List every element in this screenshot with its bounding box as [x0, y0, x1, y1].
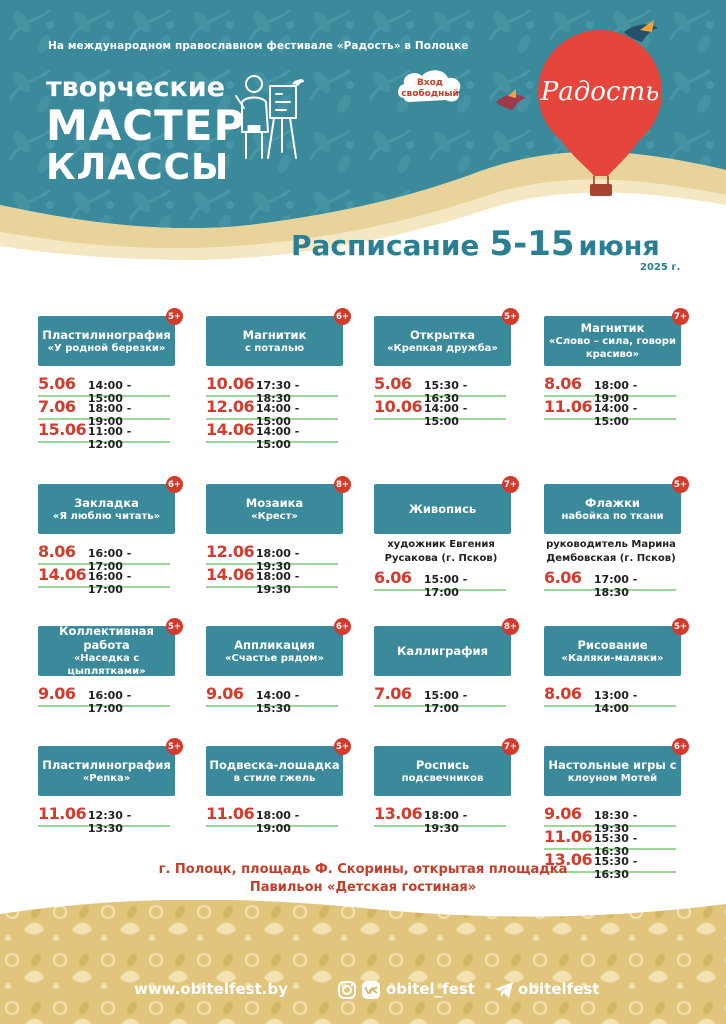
session-date: 13.06 — [374, 804, 423, 823]
age-badge: 6+ — [672, 738, 689, 755]
session-date: 9.06 — [544, 804, 582, 823]
schedule-dates: 5-15 — [489, 224, 575, 264]
class-card — [544, 479, 689, 599]
class-title-box — [206, 621, 350, 676]
class-name: Аппликация — [234, 637, 315, 652]
class-card — [374, 621, 519, 715]
class-card — [206, 311, 351, 451]
session-row — [374, 568, 506, 599]
session-time: 13:00 - 14:00 — [593, 689, 638, 715]
balloon-icon — [528, 18, 678, 198]
social-handle[interactable]: obitel_fest — [386, 980, 475, 998]
class-title-box — [374, 621, 518, 676]
session-row — [374, 374, 506, 405]
session-date: 10.06 — [206, 374, 255, 393]
session-row — [38, 684, 170, 715]
class-instructor-note: художник Евгения Русакова (г. Псков) — [384, 539, 498, 564]
class-name: Коллективная работа — [59, 624, 154, 652]
class-name: Пластилинография — [42, 327, 171, 342]
session-time: 18:00 - 19:30 — [423, 809, 468, 835]
session-date: 11.06 — [544, 827, 593, 846]
class-title-box — [38, 741, 182, 796]
age-badge: 8+ — [502, 618, 519, 635]
title-line-1: творческие — [46, 72, 226, 103]
session-list — [38, 374, 183, 451]
session-row — [544, 684, 676, 715]
session-row — [38, 542, 170, 573]
class-card — [206, 621, 351, 715]
session-date: 14.06 — [206, 420, 255, 439]
schedule-heading — [291, 224, 691, 264]
session-time: 17:30 - 18:30 — [255, 379, 300, 405]
festival-subtitle: На международном православном фестивале «Радость» в Полоцке — [48, 40, 469, 52]
age-badge: 7+ — [502, 738, 519, 755]
title-line-2: МАСТЕР- — [46, 101, 264, 150]
class-title-box — [544, 741, 688, 796]
class-card — [544, 311, 689, 428]
free-entry-badge — [396, 68, 464, 104]
session-date: 15.06 — [38, 420, 87, 439]
session-row — [206, 804, 338, 835]
session-list — [374, 568, 519, 599]
class-subname: в стиле гжель — [233, 772, 316, 784]
class-title-box — [38, 311, 182, 366]
session-date: 6.06 — [544, 568, 582, 587]
session-time: 18:00 - 19:00 — [87, 402, 132, 428]
class-name: Закладка — [74, 495, 139, 510]
class-title-box — [544, 621, 688, 676]
class-subname: подсвечников — [401, 772, 484, 784]
session-time: 15:30 - 16:30 — [593, 855, 638, 881]
session-list — [544, 568, 689, 599]
session-row — [38, 374, 170, 405]
class-name: Мозаика — [245, 495, 304, 510]
session-list — [38, 684, 183, 715]
class-card — [544, 621, 689, 715]
age-badge: 5+ — [672, 618, 689, 635]
session-date: 6.06 — [374, 568, 412, 587]
class-subname: «Каляки-маляки» — [561, 652, 664, 664]
festival-logo-text: Радость — [540, 77, 660, 107]
entry-line-2: свободный — [401, 89, 459, 99]
session-time: 14:00 - 15:30 — [255, 689, 300, 715]
session-time: 16:00 - 17:00 — [87, 547, 132, 573]
session-date: 11.06 — [206, 804, 255, 823]
session-row — [544, 374, 676, 405]
class-name: Магнитик — [242, 327, 307, 342]
class-title-box — [206, 479, 350, 534]
footer-background — [0, 900, 726, 1024]
age-badge: 6+ — [166, 476, 183, 493]
session-date: 11.06 — [38, 804, 87, 823]
class-name: Подвеска-лошадка — [209, 757, 340, 772]
session-list — [374, 804, 519, 835]
session-date: 9.06 — [38, 684, 76, 703]
class-card — [206, 741, 351, 835]
session-time: 14:00 - 15:00 — [87, 379, 132, 405]
schedule-month: июня — [578, 231, 660, 262]
vk-icon[interactable] — [361, 980, 381, 1000]
age-badge: 7+ — [672, 308, 689, 325]
session-date: 5.06 — [374, 374, 412, 393]
session-time: 18:00 - 19:00 — [255, 809, 300, 835]
class-title-box — [544, 479, 688, 534]
class-name: Роспись — [415, 757, 470, 772]
age-badge: 6+ — [334, 308, 351, 325]
session-date: 10.06 — [374, 397, 423, 416]
session-time: 11:00 - 12:00 — [87, 425, 132, 451]
telegram-handle[interactable]: obitelfest — [518, 980, 600, 998]
session-date: 8.06 — [544, 374, 582, 393]
session-date: 14.06 — [38, 565, 87, 584]
session-time: 14:00 - 15:00 — [593, 402, 638, 428]
age-badge: 5+ — [166, 618, 183, 635]
class-card — [38, 621, 183, 715]
class-subname: «Я люблю читать» — [52, 510, 161, 522]
session-list — [544, 374, 689, 428]
session-date: 5.06 — [38, 374, 76, 393]
session-row — [206, 542, 338, 573]
session-row — [544, 568, 676, 599]
session-row — [38, 804, 170, 835]
session-time: 12:30 - 13:30 — [87, 809, 132, 835]
telegram-icon[interactable] — [494, 981, 514, 999]
instagram-icon[interactable] — [337, 980, 357, 1000]
session-list — [38, 542, 183, 596]
class-subname: с поталью — [244, 342, 305, 354]
session-list — [206, 684, 351, 715]
class-title-box — [374, 311, 518, 366]
session-time: 16:00 - 17:00 — [87, 570, 132, 596]
session-date: 12.06 — [206, 397, 255, 416]
class-name: Открытка — [409, 327, 476, 342]
session-date: 14.06 — [206, 565, 255, 584]
session-row — [374, 684, 506, 715]
class-card — [374, 479, 519, 599]
session-time: 16:00 - 17:00 — [87, 689, 132, 715]
website-link[interactable]: www.obitelfest.by — [134, 980, 288, 998]
class-title-box — [544, 311, 688, 366]
class-name: Рисование — [577, 637, 648, 652]
session-list — [38, 804, 183, 835]
age-badge: 8+ — [334, 476, 351, 493]
class-subname: «Счастье рядом» — [225, 652, 324, 664]
entry-line-1: Вход — [416, 78, 444, 88]
class-title-box — [206, 741, 350, 796]
age-badge: 5+ — [166, 738, 183, 755]
class-subname: «Слово – сила, говори красиво» — [549, 336, 676, 360]
session-list — [544, 684, 689, 715]
age-badge: 5+ — [672, 476, 689, 493]
class-name: Магнитик — [580, 321, 645, 335]
location-line-1: г. Полоцк, площадь Ф. Скорины, открытая площадка — [158, 862, 568, 877]
class-title-box — [374, 741, 518, 796]
session-list — [206, 804, 351, 835]
session-time: 14:00 - 15:00 — [255, 402, 300, 428]
session-row — [206, 684, 338, 715]
session-time: 15:30 - 16:30 — [593, 832, 638, 858]
bird-icon — [494, 88, 528, 114]
session-date: 9.06 — [206, 684, 244, 703]
age-badge: 7+ — [502, 476, 519, 493]
session-time: 14:00 - 15:00 — [255, 425, 300, 451]
class-title-box — [206, 311, 350, 366]
class-title-box — [38, 621, 182, 677]
class-name: Флажки — [585, 495, 640, 510]
session-row — [374, 804, 506, 835]
location-line-2: Павильон «Детская гостиная» — [249, 880, 477, 895]
class-subname: «У родной березки» — [47, 342, 166, 354]
artist-easel-icon — [232, 72, 304, 164]
session-date: 12.06 — [206, 542, 255, 561]
session-time: 14:00 - 15:00 — [423, 402, 468, 428]
session-date: 8.06 — [544, 684, 582, 703]
class-subname: «Репка» — [82, 772, 131, 784]
class-card — [544, 741, 689, 881]
age-badge: 5+ — [334, 738, 351, 755]
class-instructor-note: руководитель Марина Дембовская (г. Псков) — [546, 539, 676, 564]
session-list — [206, 542, 351, 596]
class-card — [38, 479, 183, 596]
class-name: Каллиграфия — [397, 644, 488, 658]
session-date: 7.06 — [38, 397, 76, 416]
class-card — [38, 741, 183, 835]
class-card — [38, 311, 183, 451]
session-time: 18:00 - 19:30 — [255, 547, 300, 573]
session-time: 18:00 - 19:00 — [593, 379, 638, 405]
class-card — [206, 479, 351, 596]
session-list — [374, 684, 519, 715]
session-date: 7.06 — [374, 684, 412, 703]
session-time: 18:30 - 19:30 — [593, 809, 638, 835]
class-title-box — [38, 479, 182, 534]
class-subname: клоуном Мотей — [567, 772, 658, 784]
class-name: Живопись — [408, 502, 477, 516]
schedule-year: 2025 г. — [640, 262, 681, 273]
class-card — [374, 311, 519, 428]
class-subname: набойка по ткани — [561, 510, 664, 522]
session-time: 17:00 - 18:30 — [593, 573, 638, 599]
session-time: 18:00 - 19:30 — [255, 570, 300, 596]
session-date: 8.06 — [38, 542, 76, 561]
class-subname: «Крепкая дружба» — [387, 342, 498, 354]
session-row — [206, 374, 338, 405]
age-badge: 5+ — [166, 308, 183, 325]
class-name: Пластилинография — [42, 757, 171, 772]
session-time: 15:00 - 17:00 — [423, 573, 468, 599]
schedule-word: Расписание — [291, 229, 480, 262]
class-title-box — [374, 479, 518, 534]
age-badge: 6+ — [334, 618, 351, 635]
age-badge: 5+ — [502, 308, 519, 325]
session-time: 15:30 - 16:30 — [423, 379, 468, 405]
session-date: 11.06 — [544, 397, 593, 416]
class-subname: «Наседка с цыплятками» — [67, 653, 146, 677]
session-list — [374, 374, 519, 428]
session-time: 15:00 - 17:00 — [423, 689, 468, 715]
class-name: Настольные игры с — [548, 757, 677, 772]
session-list — [206, 374, 351, 451]
class-subname: «Крест» — [251, 510, 298, 522]
session-date: 13.06 — [544, 850, 593, 869]
session-row — [544, 804, 676, 835]
class-card — [374, 741, 519, 835]
title-line-3: КЛАССЫ — [46, 147, 230, 188]
